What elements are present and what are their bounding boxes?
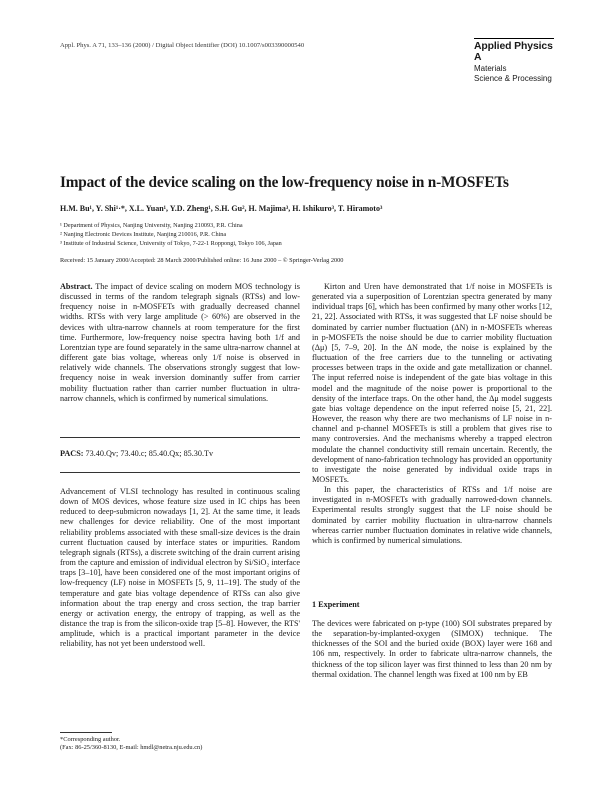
pacs-text: 73.40.Qv; 73.40.c; 85.40.Qx; 85.30.Tv (85, 449, 214, 458)
introduction-right (312, 282, 552, 546)
intro-paragraph: Advancement of VLSI technology has resulted in continuous scaling down of MOS devices, whose feature size used in IC chips has been reduced to deep-submicron nowadays [1, 2]. At the same time, it leads new challenges for device reliability. One of the most important reliability problems associated with these small-size devices is the drain current fluctuation caused by interface states or impurities. Random telegraph signals (RTSs), a discrete switching of the drain current arising from the capture and emission of individual electron by Si/SiO₂ interface traps [3–10], have been considered one of the most important origins of low-frequency (LF) noise in MOSFETs [5, 9, 11–19]. The study of the temperature and gate bias voltage dependence of RTSs can also give information about the trap energy and cross section, the trap barrier energy or activation energy, the entropy of trapping, as well as the distance the trap is from the silicon-oxide trap [5–8]. However, the RTS' amplitude, which is a practical important parameter in the device reliability, has not yet been understood well. (60, 487, 300, 649)
brand-subtitle-2: Science & Processing (474, 74, 552, 83)
footnote-line-1: *Corresponding author. (60, 736, 121, 743)
abstract-text: The impact of device scaling on modern MOS technology is discussed in terms of the random telegraph signals (RTSs) and low-frequency noise in n-MOSFETs with gradually decreased channel widths. RTSs with very large amplitude (> 60%) are observed in the devices with ultra-narrow channels at room temperature for the first time. Furthermore, low-frequency noise spectra having both 1/f and Lorentzian type are found separately in the same ultra-narrow channel at different gate bias voltage, whereas only 1/f noise is observed in relatively wide channels. The observations strongly suggest that low-frequency noise in weak inversion dominantly suffer from carrier mobility fluctuation rather than carrier number fluctuation in ultra-narrow channels, which is confirmed by numerical simulations. (60, 282, 300, 403)
abstract-label: Abstract. (60, 282, 93, 291)
divider (60, 437, 300, 438)
affiliation-2: ² Nanjing Electronic Devices Institute, Nanjing 210016, P.R. China (60, 231, 227, 238)
intro-paragraph-2: Kirton and Uren have demonstrated that 1/f noise in MOSFETs is generated via a superposition of Lorentzian spectra generated by many individual traps [6], which has been confirmed by many other works [12, 21, 22]. Associated with RTSs, it was suggested that LF noise should be dominated by carrier number fluctuation (ΔN) in n-MOSFETs whereas in p-MOSFETs the noise should be due to carrier mobility fluctuation (Δμ) [5, 7–9, 20]. In the ΔN mode, the noise is explained by the fluctuation of the free carriers due to the tunneling or activating processes between traps in the oxide and gate metallization or channel. The input referred noise is independent of the gate bias voltage in this model and the magnitude of the noise power is proportional to the density of the interface traps. On the other hand, the Δμ model suggests gate bias voltage dependence on the input referred noise [5, 21, 22]. However, the reason why there are two mechanisms of LF noise in n-channel and p-channel MOSFETs is still a problem that gives rise to many controversies. And the mechanisms whereby a trapped electron modulate the channel conductivity still remain uncertain. Recently, the development of nano-fabrication technology has provided an opportunity to investigate the noise generated by individual oxide traps in MOSFETs. (312, 282, 552, 484)
introduction-left (60, 487, 300, 650)
paper-title: Impact of the device scaling on the low-frequency noise in n-MOSFETs (60, 174, 509, 191)
footnote (60, 736, 202, 752)
abstract (60, 282, 300, 404)
intro-paragraph-3: In this paper, the characteristics of RTSs and 1/f noise are investigated in n-MOSFETs with gradually narrowed-down channels. Experimental results strongly suggest that the LF noise should be dominated by carrier mobility fluctuation in ultra-narrow channels whereas carrier number fluctuation dominates in relative wide channels, which is confirmed by numerical simulations. (312, 485, 552, 545)
experiment-text (312, 619, 552, 680)
pacs-codes (60, 449, 213, 458)
journal-brand (474, 38, 554, 83)
brand-subtitle-1: Materials (474, 64, 507, 73)
footnote-line-2: (Fax: 86-25/360-8130, E-mail: hmdl@netra.nju.edu.cn) (60, 744, 203, 751)
footnote-rule (60, 732, 112, 733)
author-list: H.M. Bu¹, Y. Shi¹·*, X.L. Yuan¹, Y.D. Zheng¹, S.H. Gu², H. Majima³, H. Ishikuro³, T. Hiramoto³ (60, 204, 383, 213)
affiliation-3: ³ Institute of Industrial Science, University of Tokyo, 7-22-1 Roppongi, Tokyo 106, Japan (60, 240, 282, 247)
affiliation-1: ¹ Department of Physics, Nanjing University, Nanjing 210093, P.R. China (60, 222, 243, 229)
section-heading: 1 Experiment (312, 600, 360, 609)
divider (60, 472, 300, 473)
received-dates: Received: 15 January 2000/Accepted: 28 March 2000/Published online: 16 June 2000 – © Springer-Verlag 2000 (60, 257, 344, 264)
pacs-label: PACS: (60, 449, 84, 458)
journal-citation: Appl. Phys. A 71, 133–136 (2000) / Digital Object Identifier (DOI) 10.1007/s003390000540 (60, 42, 305, 49)
brand-name: Applied Physics A (474, 41, 553, 63)
experiment-paragraph: The devices were fabricated on p-type (100) SOI substrates prepared by the separation-by-implanted-oxygen (SIMOX) technique. The thicknesses of the SOI and the buried oxide (BOX) layer were 168 and 106 nm, respectively. In order to fabricate ultra-narrow channels, the thickness of the top silicon layer was first thinned to less than 20 nm by thermal oxidation. The channel length was fixed at 100 nm by EB (312, 619, 552, 679)
